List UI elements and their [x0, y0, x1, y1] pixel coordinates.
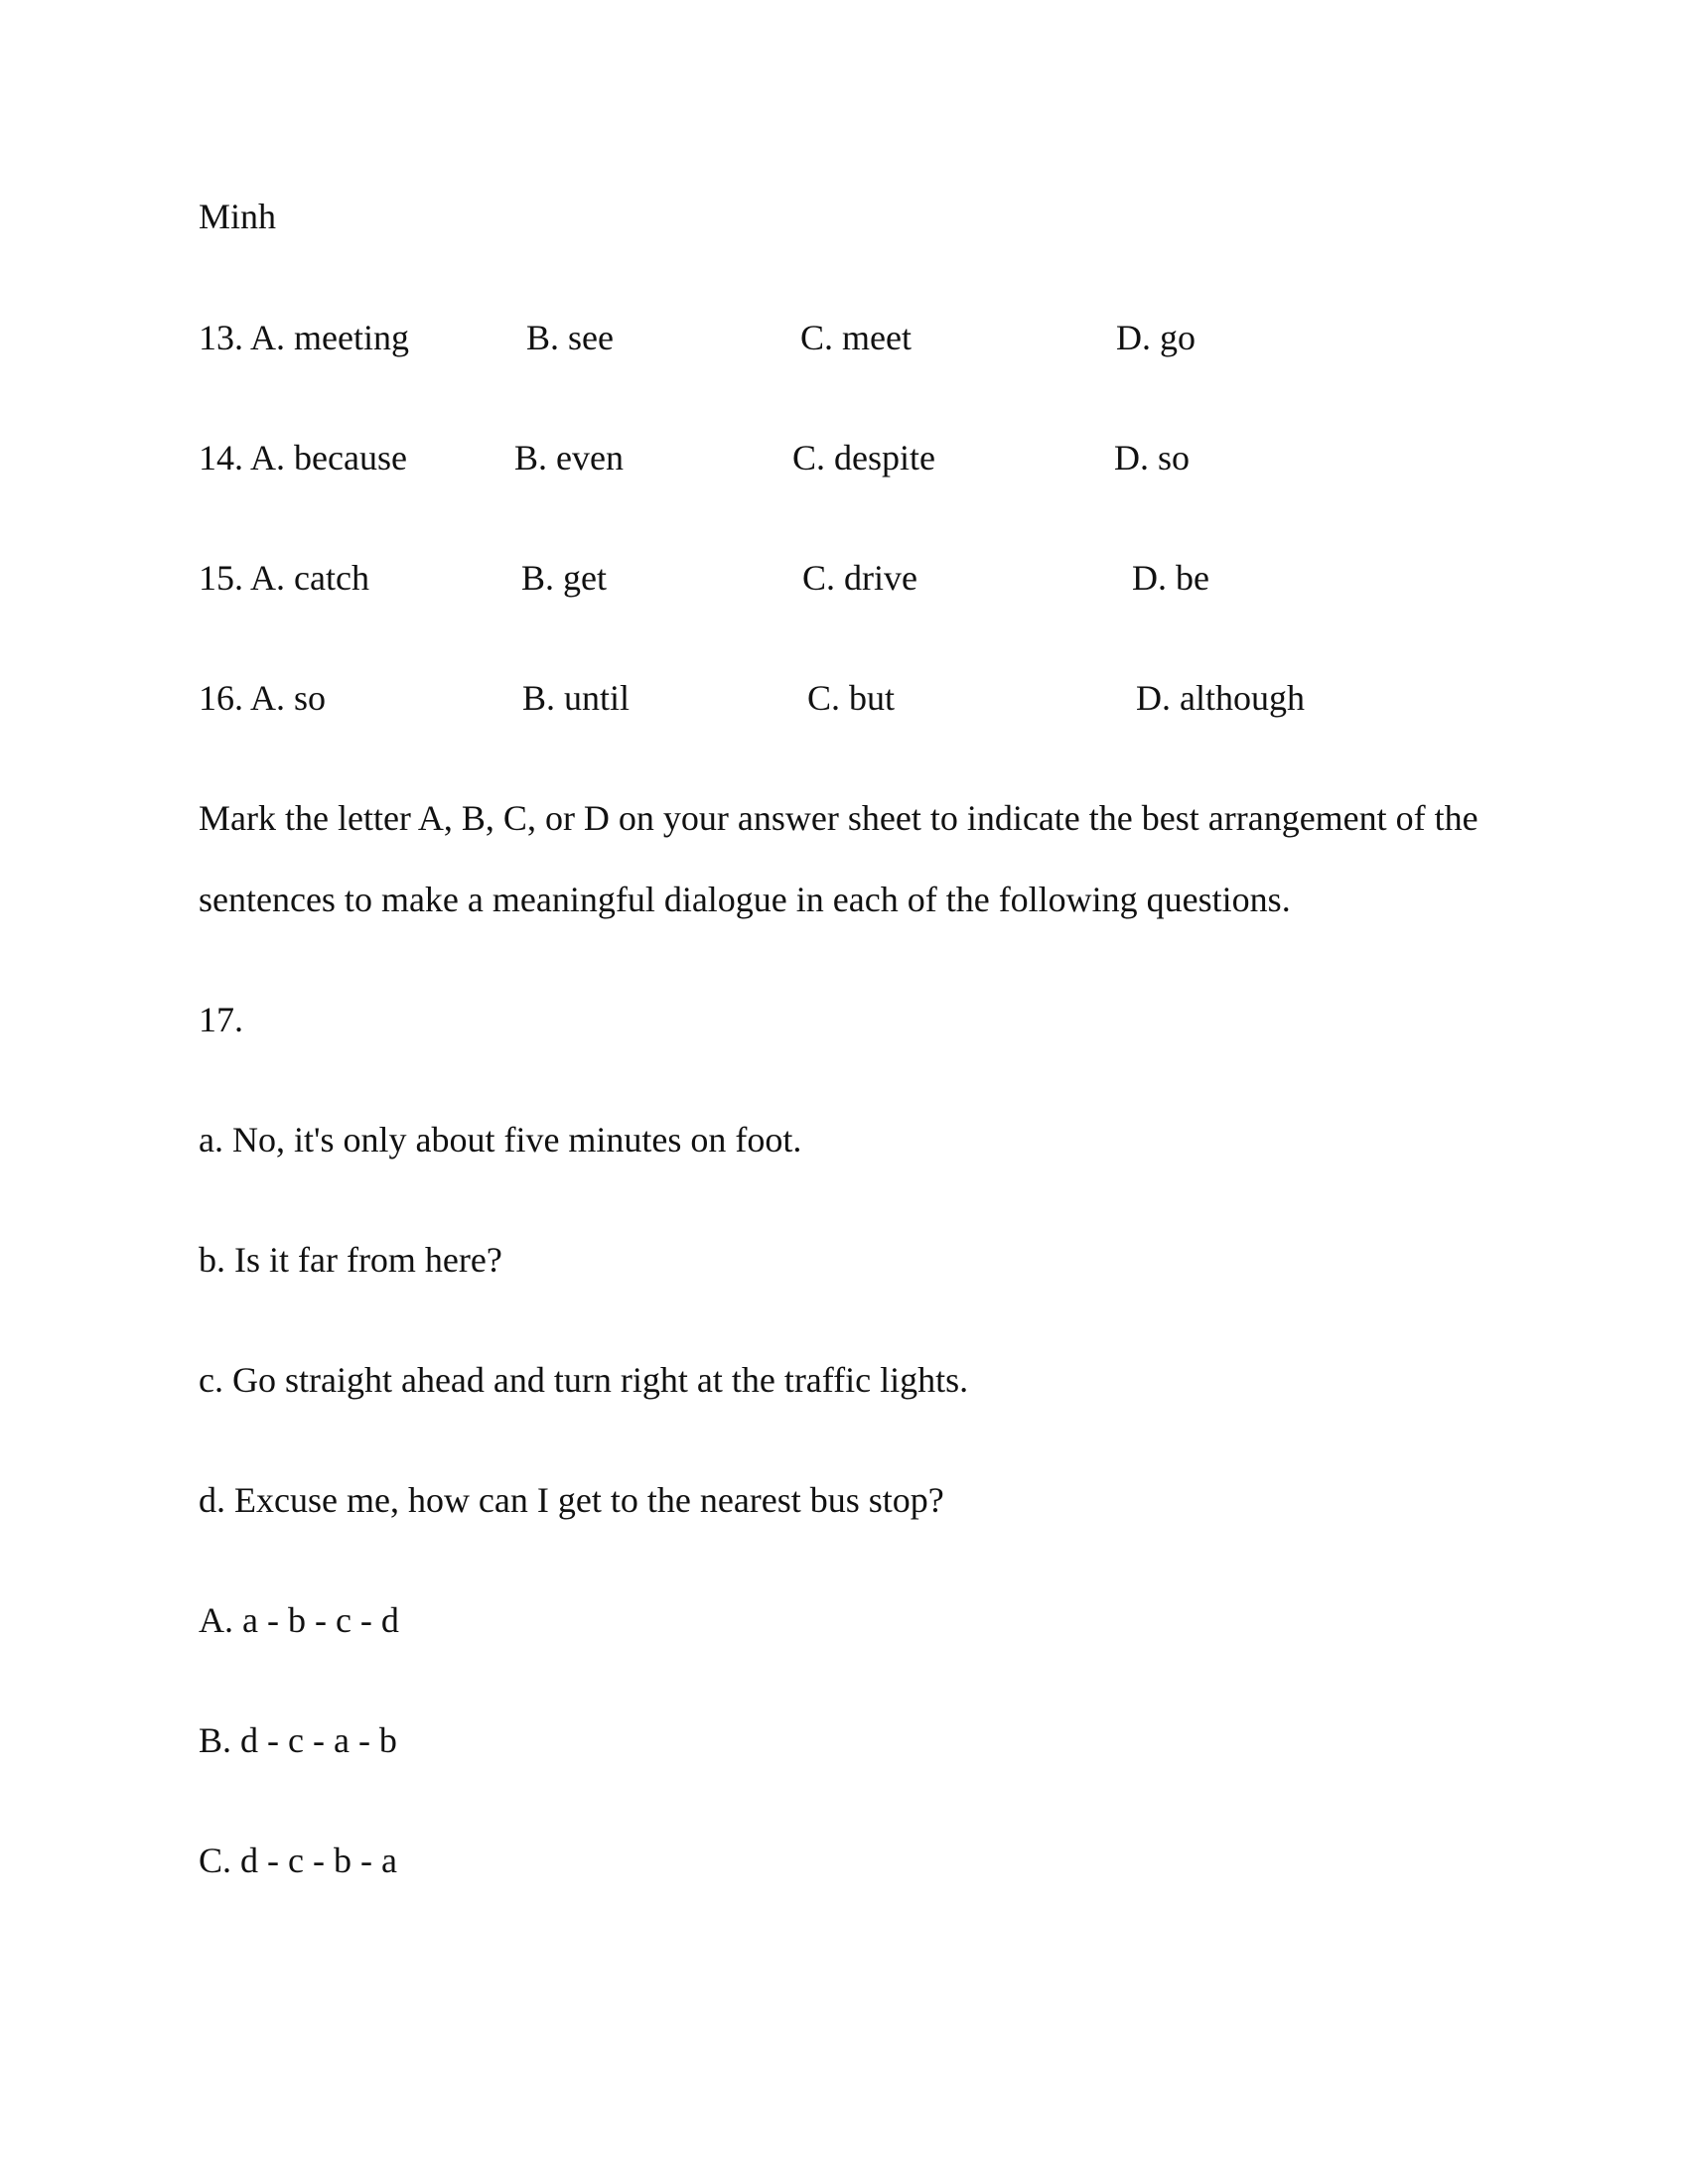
- question-17-number: 17.: [199, 1000, 243, 1039]
- instruction-line-1: Mark the letter A, B, C, or D on your answer sheet to indicate the best arrangement of the: [199, 798, 1478, 838]
- answer-option-a: A. a - b - c - d: [199, 1600, 399, 1640]
- instruction-line-2: sentences to make a meaningful dialogue in each of the following questions.: [199, 880, 1291, 919]
- answer-option-c: C. d - c - b - a: [199, 1841, 397, 1880]
- option-b: B. get: [521, 558, 607, 598]
- option-c: C. but: [807, 678, 896, 718]
- option-b: B. even: [514, 438, 624, 478]
- option-a: 16. A. so: [199, 678, 327, 718]
- option-a: 14. A. because: [199, 438, 407, 478]
- option-c: C. drive: [802, 558, 917, 598]
- option-d: D. be: [1132, 558, 1209, 598]
- dialogue-sentence-b: b. Is it far from here?: [199, 1240, 502, 1280]
- dialogue-sentence-d: d. Excuse me, how can I get to the nearest bus stop?: [199, 1480, 944, 1520]
- header-name: Minh: [199, 197, 277, 236]
- dialogue-sentence-c: c. Go straight ahead and turn right at the traffic lights.: [199, 1360, 969, 1400]
- answer-option-b: B. d - c - a - b: [199, 1720, 397, 1760]
- option-d: D. so: [1114, 438, 1191, 478]
- option-a: 13. A. meeting: [199, 318, 409, 357]
- option-d: D. go: [1116, 318, 1196, 357]
- option-a: 15. A. catch: [199, 558, 369, 598]
- option-c: C. despite: [792, 438, 935, 478]
- dialogue-sentence-a: a. No, it's only about five minutes on foot.: [199, 1120, 802, 1160]
- option-c: C. meet: [800, 318, 912, 357]
- option-b: B. until: [522, 678, 631, 718]
- option-b: B. see: [526, 318, 614, 357]
- option-d: D. although: [1136, 678, 1305, 718]
